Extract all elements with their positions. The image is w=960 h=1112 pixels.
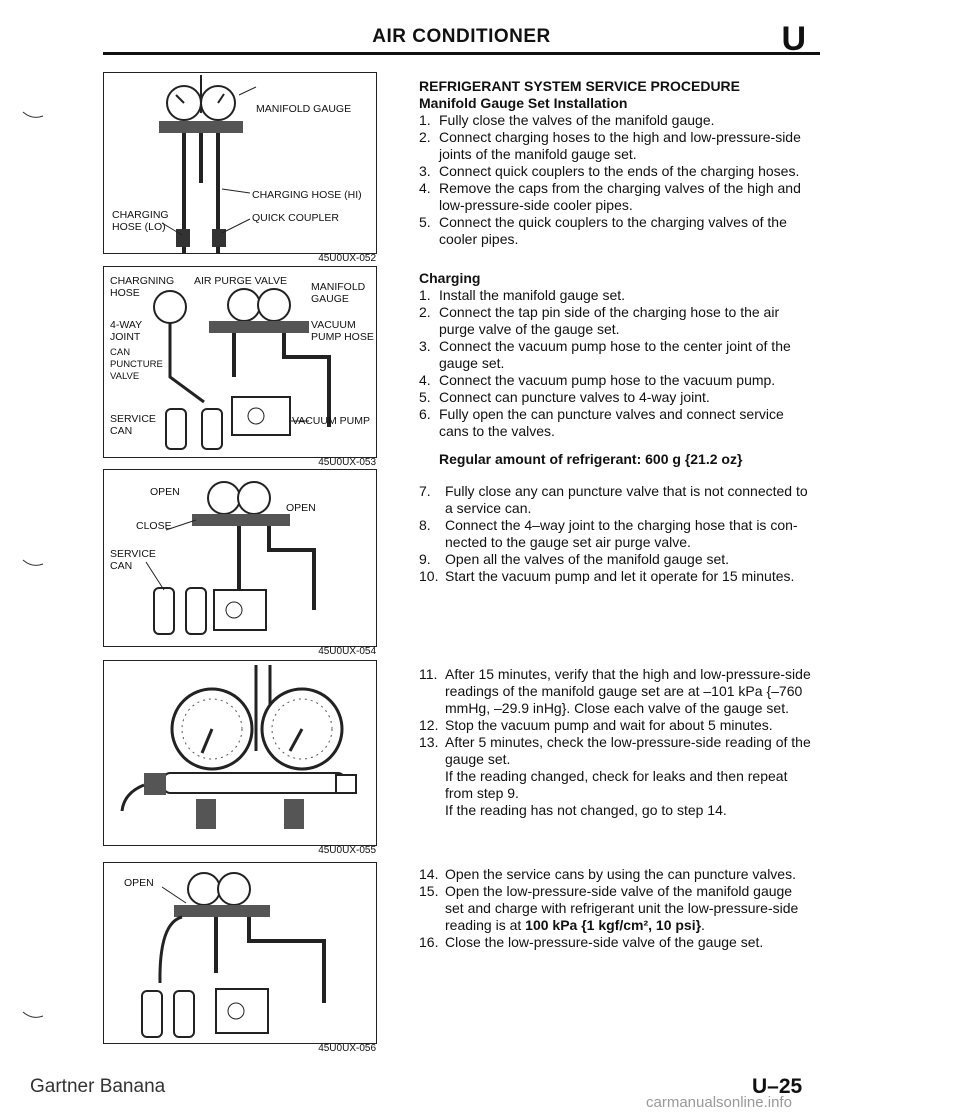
step-number: 9.	[419, 551, 431, 567]
section-letter: U	[781, 20, 806, 58]
step-text: Fully open the can puncture valves and connect service cans to the valves.	[439, 406, 784, 439]
install-title: Manifold Gauge Set Installation	[419, 95, 628, 111]
label-manifold-gauge: MANIFOLD GAUGE	[256, 103, 352, 115]
step-text: Fully close any can puncture valve that is not connected to a service can.	[445, 483, 808, 516]
procedure-step	[419, 180, 812, 214]
step-number: 10.	[419, 568, 439, 584]
step-text: Open the service cans by using the can puncture valves.	[445, 866, 796, 882]
low-pressure-charging-illustration	[104, 863, 376, 1043]
procedure-step	[419, 866, 812, 883]
step-number: 4.	[419, 180, 431, 196]
step-text: Connect the 4–way joint to the charging hose that is con-nected to the gauge set air purge valve.	[445, 517, 798, 550]
charging-title: Charging	[419, 270, 481, 286]
procedure-charging-section-c	[419, 666, 812, 819]
step-text: Connect the tap pin side of the charging hose to the air purge valve of the gauge set.	[439, 304, 780, 337]
step-text: Connect the vacuum pump hose to the vacuum pump.	[439, 372, 776, 388]
label-can-puncture-valve: CAN PUNCTURE VALVE	[110, 347, 163, 382]
charging-step-list	[419, 483, 812, 585]
page-title: AIR CONDITIONER	[372, 26, 551, 47]
step-text: Stop the vacuum pump and wait for about 5 minutes.	[445, 717, 773, 733]
margin-tick	[22, 110, 44, 120]
charging-step-list	[419, 287, 812, 440]
figure-low-pressure-charging	[103, 862, 377, 1054]
footer-watermark-left: Gartner Banana	[30, 1076, 166, 1097]
procedure-step	[419, 406, 812, 440]
label-open: OPEN	[124, 877, 154, 889]
step-text: Open all the valves of the manifold gauge set.	[445, 551, 730, 567]
step-number: 11.	[419, 666, 438, 682]
step-number: 3.	[419, 163, 431, 179]
figure-code: 45U0UX-055	[318, 845, 376, 856]
install-step-list	[419, 112, 812, 248]
step-number: 14.	[419, 866, 439, 882]
step13-note: If the reading has not changed, go to step 14.	[445, 802, 727, 818]
page-header	[103, 20, 820, 58]
figure-code: 45U0UX-054	[318, 646, 376, 657]
charging-step-list	[419, 866, 812, 883]
step-number: 5.	[419, 389, 431, 405]
procedure-step	[419, 129, 812, 163]
procedure-step	[419, 163, 812, 180]
procedure-install-section	[419, 78, 812, 248]
procedure-step	[419, 717, 812, 734]
step-number: 13.	[419, 734, 439, 750]
procedure-step	[419, 551, 812, 568]
figure-gauge-readings	[103, 660, 377, 856]
step-text: Connect the vacuum pump hose to the center joint of the gauge set.	[439, 338, 791, 371]
label-service-can: SERVICE CAN	[110, 413, 156, 437]
step-number: 4.	[419, 372, 431, 388]
step-text: Fully close the valves of the manifold gauge.	[439, 112, 715, 128]
step-number: 2.	[419, 304, 431, 320]
step-text: Connect the quick couplers to the charging valves of the cooler pipes.	[439, 214, 787, 247]
step-number: 2.	[419, 129, 431, 145]
label-charging-hose-hi: CHARGING HOSE (HI)	[252, 189, 362, 201]
procedure-charging-section	[419, 270, 812, 440]
procedure-step	[419, 734, 812, 768]
step-number: 7.	[419, 483, 431, 499]
procedure-step	[419, 568, 812, 585]
figure-manifold-gauge-installation	[103, 72, 377, 264]
step-number: 15.	[419, 883, 439, 899]
label-charging-hose: CHARGNING HOSE	[110, 275, 175, 299]
margin-tick	[22, 1010, 44, 1020]
page-number: U–25	[752, 1075, 803, 1098]
step-text: Connect charging hoses to the high and low-pressure-side joints of the manifold gauge set.	[439, 129, 801, 162]
step-number: 12.	[419, 717, 439, 733]
step13-note: If the reading changed, check for leaks and then repeat from step 9.	[445, 768, 788, 801]
step-text: Connect quick couplers to the ends of the charging hoses.	[439, 163, 800, 179]
procedure-step	[419, 372, 812, 389]
procedure-step	[419, 389, 812, 406]
step-text: Remove the caps from the charging valves of the high and low-pressure-side cooler pipes.	[439, 180, 801, 213]
label-service-can: SERVICE CAN	[110, 548, 156, 572]
procedure-step	[419, 112, 812, 129]
step-text: After 15 minutes, verify that the high and low-pressure-side readings of the manifold gauge set are at –101 kPa {–760 mmHg, –29.9 inHg}. Close each valve of the gauge set.	[445, 666, 811, 716]
charging-step-list	[419, 666, 812, 768]
step-text: Start the vacuum pump and let it operate for 15 minutes.	[445, 568, 795, 584]
step13-notes	[419, 768, 812, 819]
margin-tick	[22, 558, 44, 568]
label-open-left: OPEN	[150, 486, 180, 498]
step-text: After 5 minutes, check the low-pressure-side reading of the gauge set.	[445, 734, 811, 767]
procedure-step	[419, 517, 812, 551]
procedure-step	[419, 287, 812, 304]
procedure-step	[419, 666, 812, 717]
procedure-step	[419, 304, 812, 338]
procedure-step	[419, 214, 812, 248]
procedure-step	[419, 338, 812, 372]
figure-code: 45U0UX-056	[318, 1043, 376, 1054]
label-quick-coupler: QUICK COUPLER	[252, 212, 339, 224]
label-open-right: OPEN	[286, 502, 316, 514]
step-text-bold: 100 kPa {1 kgf/cm², 10 psi}	[525, 917, 702, 933]
step-number: 16.	[419, 934, 439, 950]
procedure-step	[419, 883, 812, 934]
step-text: Install the manifold gauge set.	[439, 287, 626, 303]
figure-charging-setup	[103, 266, 377, 468]
label-air-purge-valve: AIR PURGE VALVE	[194, 275, 287, 287]
footer-site: carmanualsonline.info	[646, 1094, 792, 1111]
figure-code: 45U0UX-052	[318, 253, 376, 264]
procedure-charging-section-d	[419, 866, 812, 951]
step-text: Open the low-pressure-side valve of the manifold gauge set and charge with refrigerant unit the low-pressure-side reading is at	[445, 883, 799, 933]
label-vacuum-pump: VACUUM PUMP	[292, 415, 370, 427]
step-number: 1.	[419, 287, 431, 303]
procedure-title: REFRIGERANT SYSTEM SERVICE PROCEDURE	[419, 78, 741, 94]
step-number: 6.	[419, 406, 431, 422]
step-text: Connect can puncture valves to 4-way joint.	[439, 389, 710, 405]
regular-amount-note: Regular amount of refrigerant: 600 g {21.2 oz}	[439, 451, 743, 467]
procedure-charging-section-b	[419, 483, 812, 585]
step-number: 1.	[419, 112, 431, 128]
step-number: 8.	[419, 517, 431, 533]
procedure-step	[419, 934, 812, 951]
gauge-readings-illustration	[104, 661, 376, 845]
label-close: CLOSE	[136, 520, 172, 532]
procedure-step	[419, 483, 812, 517]
figure-valve-positions	[103, 469, 377, 657]
figure-code: 45U0UX-053	[318, 457, 376, 468]
step-number: 3.	[419, 338, 431, 354]
step-number: 5.	[419, 214, 431, 230]
step-text: .	[701, 917, 705, 933]
label-4-way-joint: 4-WAY JOINT	[110, 319, 143, 343]
step-text: Close the low-pressure-side valve of the gauge set.	[445, 934, 764, 950]
label-manifold-gauge: MANIFOLD GAUGE	[311, 281, 366, 305]
label-charging-hose-lo: CHARGING HOSE (LO)	[112, 209, 169, 233]
label-vacuum-pump-hose: VACUUM PUMP HOSE	[311, 319, 374, 343]
